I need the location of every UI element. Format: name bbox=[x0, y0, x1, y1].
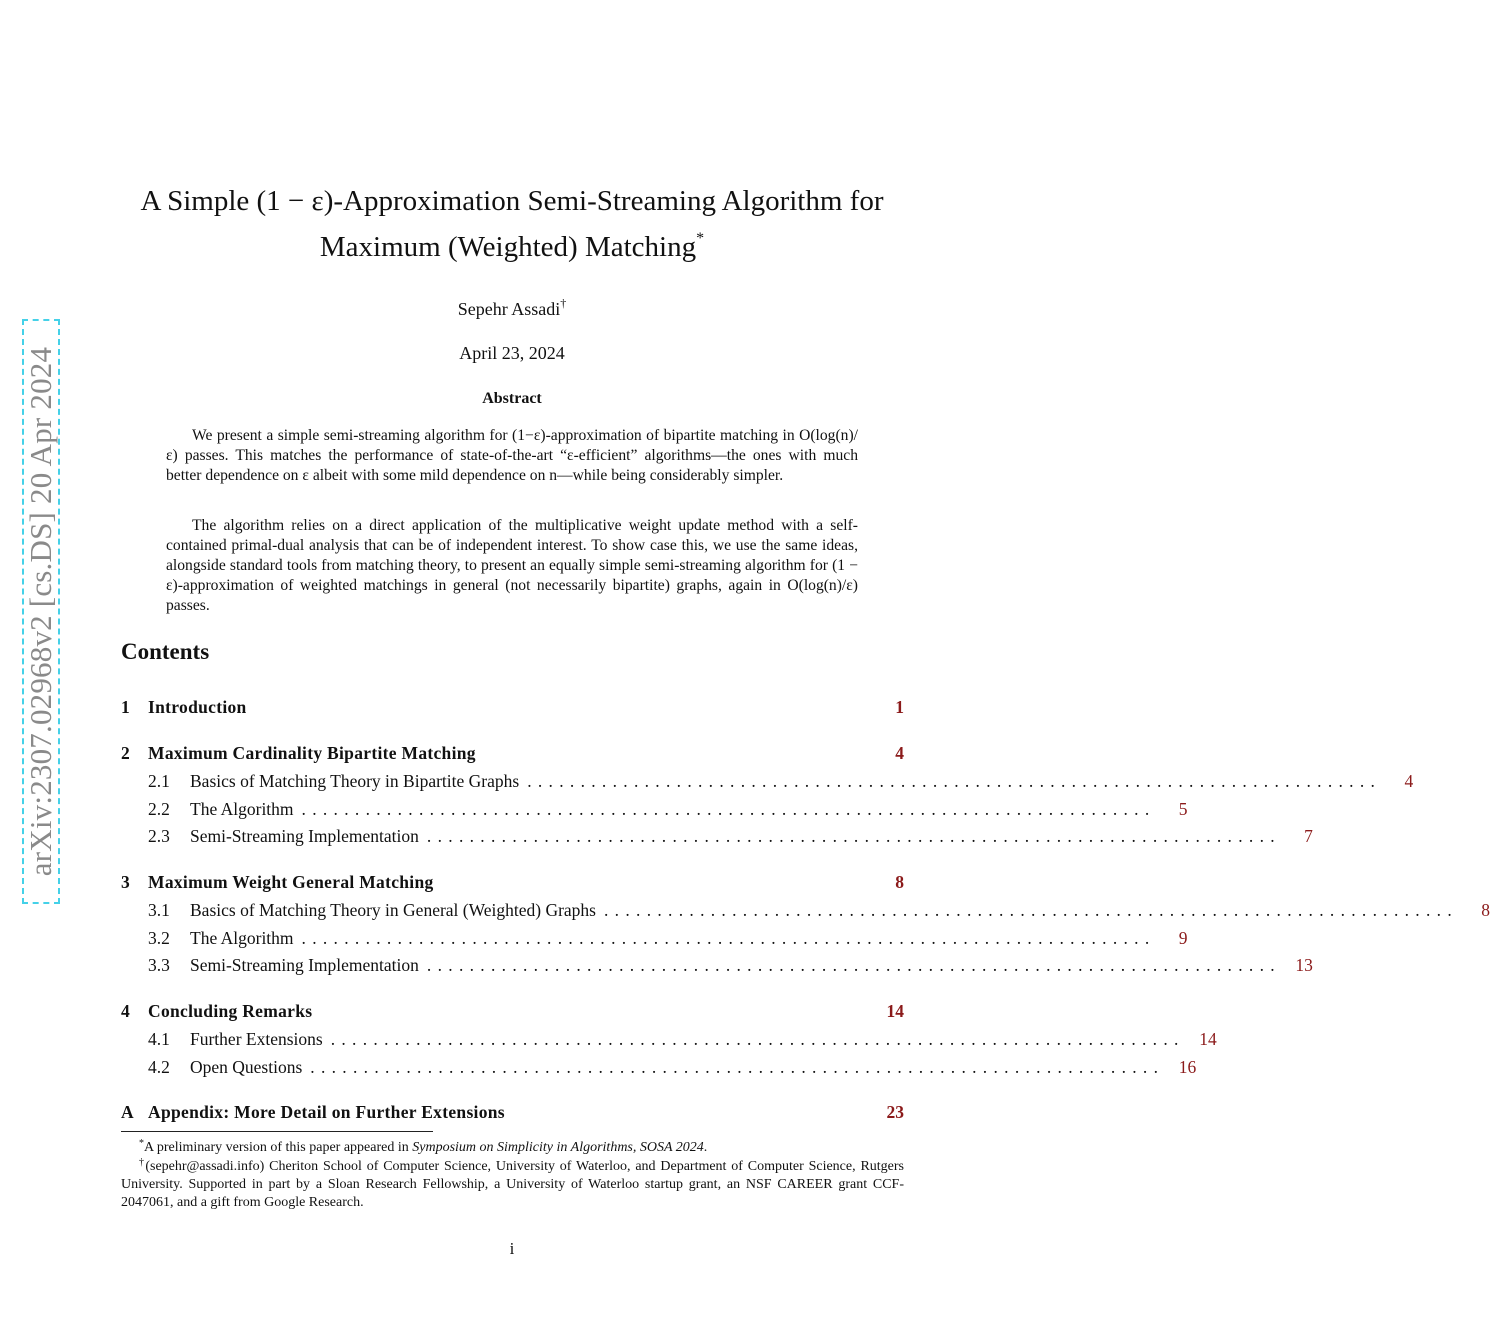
toc-section-title[interactable]: Concluding Remarks bbox=[148, 1001, 313, 1021]
toc-section-number: A bbox=[121, 1102, 134, 1122]
paper-title bbox=[100, 183, 924, 266]
abstract-heading: Abstract bbox=[482, 390, 542, 407]
toc-section-page-link[interactable]: 23 bbox=[886, 1102, 904, 1122]
toc-subsection[interactable] bbox=[148, 1056, 1197, 1081]
toc-section-page-link[interactable]: 1 bbox=[895, 697, 904, 717]
toc-leader-dots: ................................................................................ bbox=[301, 927, 1156, 948]
toc-section[interactable] bbox=[121, 743, 904, 767]
toc-section-title[interactable]: Maximum Weight General Matching bbox=[148, 872, 434, 892]
toc-subsection-page-link[interactable]: 7 bbox=[1304, 826, 1313, 847]
toc-leader-dots: ................................................................................ bbox=[604, 900, 1458, 920]
toc-subsection-page-link[interactable]: 8 bbox=[1481, 900, 1490, 920]
abstract-paragraph-2: The algorithm relies on a direct application of the multiplicative weight update method with a self-contained primal-dual analysis that can be of independent interest. To show case this, we use the same ideas, alongside standard tools from matching theory, to present an equally simple semi-streaming algorithm for (1 − ε)-approximation of weighted matchings in general (not necessarily bipartite) graphs, again in O(log(n)/ε) passes. bbox=[166, 517, 858, 614]
toc-leader-dots: ................................................................................ bbox=[330, 1029, 1185, 1049]
title-line-1: A Simple (1 − ε)-Approximation Semi-Streaming Algorithm for bbox=[140, 185, 884, 217]
toc-section-page-link[interactable]: 4 bbox=[895, 743, 904, 763]
toc-subsection-page-link[interactable]: 9 bbox=[1178, 927, 1188, 948]
toc-section-title[interactable]: Maximum Cardinality Bipartite Matching bbox=[148, 743, 476, 763]
title-footnote-mark: * bbox=[696, 230, 705, 247]
toc-subsection-number: 2.3 bbox=[148, 826, 170, 847]
title-line-2: Maximum (Weighted) Matching bbox=[319, 231, 697, 263]
toc-leader-dots: ................................................................................ bbox=[426, 955, 1281, 976]
toc-leader-dots: ................................................................................ bbox=[310, 1056, 1165, 1077]
footnote-1-mark: * bbox=[139, 1138, 144, 1149]
contents-heading: Contents bbox=[121, 639, 210, 664]
toc-subsection-number: 3.3 bbox=[148, 955, 170, 976]
toc-subsection-title[interactable]: The Algorithm bbox=[190, 798, 294, 819]
toc-section-page-link[interactable]: 8 bbox=[895, 872, 904, 892]
author-footnote-mark: † bbox=[560, 296, 567, 310]
toc-subsection-page-link[interactable]: 13 bbox=[1295, 955, 1313, 976]
toc-subsection-title[interactable]: Basics of Matching Theory in Bipartite Graphs bbox=[190, 771, 520, 791]
abstract-paragraph-1: We present a simple semi-streaming algorithm for (1−ε)-approximation of bipartite matching in O(log(n)/ε) passes. This matches the performance of state-of-the-art “ε-efficient” algorithms—the ones with much better dependence on ε albeit with some mild dependence on n—while being considerably simpler. bbox=[166, 427, 858, 484]
author-name: Sepehr Assadi bbox=[457, 299, 561, 319]
toc-subsection[interactable] bbox=[148, 826, 1313, 850]
toc-section-page-link[interactable]: 14 bbox=[886, 1001, 904, 1021]
toc-subsection[interactable] bbox=[148, 798, 1188, 823]
toc-subsection-page-link[interactable]: 14 bbox=[1199, 1029, 1217, 1049]
toc-subsection-title[interactable]: Semi-Streaming Implementation bbox=[190, 955, 419, 976]
arxiv-side-stamp: arXiv:2307.02968v2 [cs.DS] 20 Apr 2024 bbox=[22, 319, 60, 904]
toc-section[interactable] bbox=[121, 697, 904, 721]
toc-section-number: 4 bbox=[121, 1001, 130, 1021]
toc-section-title[interactable]: Appendix: More Detail on Further Extensions bbox=[148, 1102, 505, 1122]
page-number: i bbox=[509, 1239, 515, 1258]
toc-section-number: 2 bbox=[121, 743, 130, 763]
toc-section[interactable] bbox=[121, 872, 904, 896]
footnote-1-venue: Symposium on Simplicity in Algorithms, SOSA 2024 bbox=[412, 1140, 704, 1155]
toc-subsection-title[interactable]: Open Questions bbox=[190, 1056, 303, 1077]
toc-subsection[interactable] bbox=[148, 955, 1313, 979]
toc-subsection-number: 3.2 bbox=[148, 927, 170, 948]
toc-subsection[interactable] bbox=[148, 771, 1414, 795]
author bbox=[0, 296, 1024, 320]
toc-subsection-title[interactable]: Basics of Matching Theory in General (Weighted) Graphs bbox=[190, 900, 596, 920]
toc-section-title[interactable]: Introduction bbox=[148, 697, 247, 717]
toc-subsection-number: 4.1 bbox=[148, 1029, 170, 1049]
toc-leader-dots: ................................................................................ bbox=[301, 798, 1156, 819]
date: April 23, 2024 bbox=[459, 343, 565, 363]
toc-subsection-number: 3.1 bbox=[148, 900, 170, 920]
toc-subsection-title[interactable]: The Algorithm bbox=[190, 927, 294, 948]
toc-subsection-number: 4.2 bbox=[148, 1056, 170, 1077]
toc-section-number: 3 bbox=[121, 872, 130, 892]
toc-leader-dots: ................................................................................ bbox=[426, 826, 1281, 847]
footnote-rule bbox=[121, 1131, 433, 1132]
toc-leader-dots: ................................................................................ bbox=[527, 771, 1382, 791]
toc-subsection-page-link[interactable]: 4 bbox=[1404, 771, 1414, 791]
toc-subsection-page-link[interactable]: 16 bbox=[1178, 1056, 1197, 1077]
footnote-2: †(sepehr@assadi.info) Cheriton School of Computer Science, University of Waterloo, and Department of Computer Science, Rutgers University. Supported in part by a Sloan Research Fellowship, a University of Waterloo startup grant, an NSF CAREER grant CCF-2047061, and a gift from Google Research. bbox=[121, 1157, 904, 1210]
toc-subsection[interactable] bbox=[148, 927, 1188, 952]
toc-subsection-title[interactable]: Further Extensions bbox=[190, 1029, 323, 1049]
toc-subsection-title[interactable]: Semi-Streaming Implementation bbox=[190, 826, 419, 847]
toc-section[interactable] bbox=[121, 1102, 904, 1126]
toc-section[interactable] bbox=[121, 1001, 904, 1025]
toc-subsection-number: 2.1 bbox=[148, 771, 170, 791]
footnote-1: *A preliminary version of this paper appeared in Symposium on Simplicity in Algorithms, SOSA 2024. bbox=[139, 1138, 708, 1155]
footnote-2-mark: † bbox=[139, 1157, 146, 1168]
toc-section-number: 1 bbox=[121, 697, 130, 717]
toc-subsection-page-link[interactable]: 5 bbox=[1178, 798, 1188, 819]
toc-subsection[interactable] bbox=[148, 900, 1490, 924]
toc-subsection-number: 2.2 bbox=[148, 798, 170, 819]
toc-subsection[interactable] bbox=[148, 1029, 1217, 1053]
